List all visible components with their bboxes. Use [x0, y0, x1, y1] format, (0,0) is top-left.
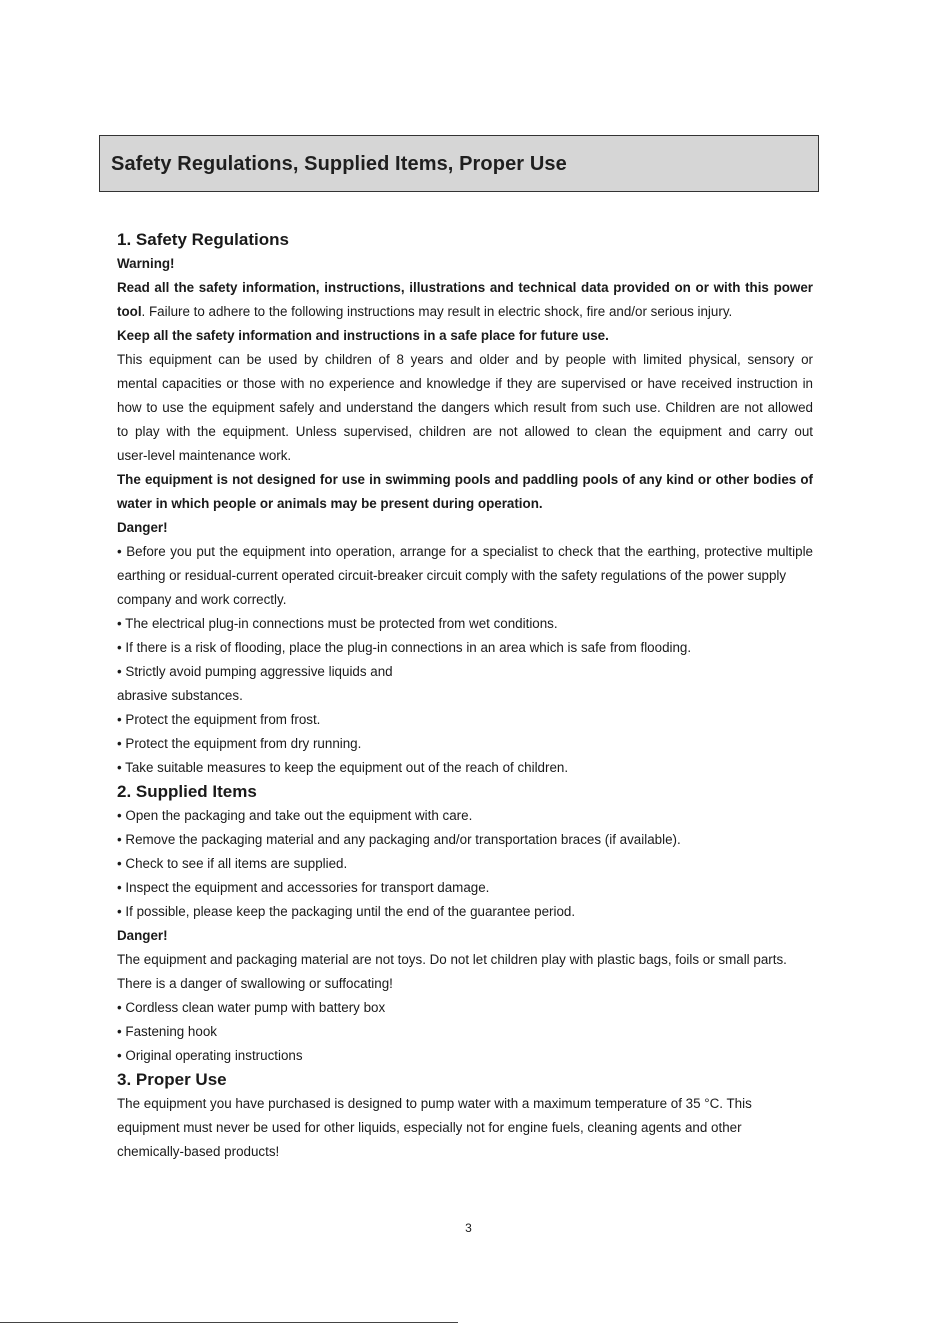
danger-line: • Protect the equipment from dry running.: [117, 736, 362, 751]
keep-instructions-line: Keep all the safety information and instructions in a safe place for future use.: [117, 328, 609, 343]
danger-line: • Before you put the equipment into operation, arrange for a specialist to check that the earthing, protective multiple: [117, 544, 813, 559]
danger-line: • Protect the equipment from frost.: [117, 712, 321, 727]
danger-line: • Take suitable measures to keep the equipment out of the reach of children.: [117, 760, 569, 775]
danger-line: company and work correctly.: [117, 592, 287, 607]
supplied-danger-line: The equipment and packaging material are not toys. Do not let children play with plastic bags, foils or small parts.: [117, 952, 787, 967]
supplied-danger-line: There is a danger of swallowing or suffocating!: [117, 976, 393, 991]
warning-label: Warning!: [117, 256, 175, 271]
footer-rule: [0, 1322, 458, 1323]
children-paragraph-line: This equipment can be used by children of 8 years and older and by people with limited physical, sensory or: [117, 352, 813, 367]
document-body: [117, 228, 813, 1164]
proper-use-line: equipment must never be used for other liquids, especially not for engine fuels, cleaning agents and other: [117, 1120, 742, 1135]
read-instructions-line-1: Read all the safety information, instructions, illustrations and technical data provided on or with this power: [117, 280, 813, 295]
proper-use-line: The equipment you have purchased is designed to pump water with a maximum temperature of 35 °C. This: [117, 1096, 752, 1111]
page-title: Safety Regulations, Supplied Items, Proper Use: [111, 153, 567, 175]
danger-label: Danger!: [117, 520, 168, 535]
supplied-bullet: • If possible, please keep the packaging until the end of the guarantee period.: [117, 904, 576, 919]
children-paragraph-line: mental capacities or those with no experience and knowledge if they are supervised or have received instruction in: [117, 376, 813, 391]
supplied-item: • Fastening hook: [117, 1024, 217, 1039]
children-paragraph-line: how to use the equipment safely and understand the dangers which result from such use. Children are not allowed: [117, 400, 813, 415]
supplied-items-heading: 2. Supplied Items: [117, 782, 257, 801]
children-paragraph-line: user-level maintenance work.: [117, 448, 292, 463]
proper-use-heading: 3. Proper Use: [117, 1070, 227, 1089]
page-number: 3: [465, 1221, 472, 1235]
section-header-box: [99, 135, 819, 192]
supplied-item: • Original operating instructions: [117, 1048, 303, 1063]
proper-use-line: chemically-based products!: [117, 1144, 280, 1159]
pool-warning-line: The equipment is not designed for use in swimming pools and paddling pools of any kind or other bodies of: [117, 472, 813, 487]
supplied-bullet: • Inspect the equipment and accessories for transport damage.: [117, 880, 490, 895]
read-instructions-rest: . Failure to adhere to the following instructions may result in electric shock, fire and/or serious injury.: [141, 304, 733, 319]
children-paragraph-line: to play with the equipment. Unless supervised, children are not allowed to clean the equipment and carry out: [117, 424, 813, 439]
safety-regulations-heading: 1. Safety Regulations: [117, 230, 289, 249]
danger-line: abrasive substances.: [117, 688, 243, 703]
danger-line: • The electrical plug-in connections must be protected from wet conditions.: [117, 616, 558, 631]
supplied-item: • Cordless clean water pump with battery box: [117, 1000, 386, 1015]
danger-line: earthing or residual-current operated circuit-breaker circuit comply with the safety regulations of the power supply: [117, 568, 787, 583]
supplied-bullet: • Remove the packaging material and any packaging and/or transportation braces (if available).: [117, 832, 681, 847]
danger-line: • If there is a risk of flooding, place the plug-in connections in an area which is safe from flooding.: [117, 640, 692, 655]
pool-warning-line: water in which people or animals may be present during operation.: [117, 496, 543, 511]
danger-label: Danger!: [117, 928, 168, 943]
read-instructions-line-2: [117, 300, 813, 324]
danger-line: • Strictly avoid pumping aggressive liquids and: [117, 664, 393, 679]
read-instructions-bold-tool: tool: [117, 304, 142, 319]
supplied-bullet: • Open the packaging and take out the equipment with care.: [117, 808, 473, 823]
supplied-bullet: • Check to see if all items are supplied.: [117, 856, 348, 871]
